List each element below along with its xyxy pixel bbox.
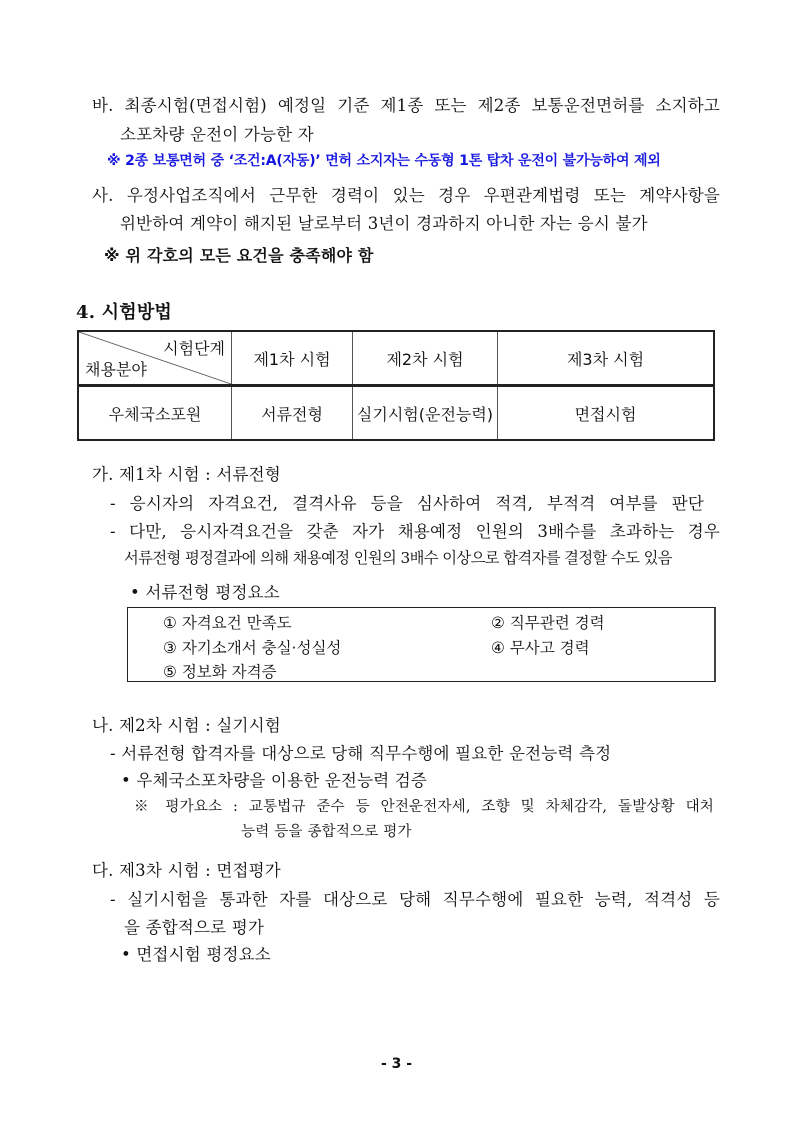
ga-bullet2-line2: 서류전형 평정결과에 의해 채용예정 인원의 3배수 이상으로 합격자를 결정할 수도 있음: [124, 549, 672, 567]
document-eval-criteria-box: [127, 607, 716, 682]
na-sub1: • 우체국소포차량을 이용한 운전능력 검증: [121, 771, 428, 790]
all-requirements-note: ※ 위 각호의 모든 요건을 충족해야 함: [104, 246, 374, 265]
eval-item-4: ④ 무사고 경력: [491, 639, 590, 657]
na-eval-note-line2: 능력 등을 종합적으로 평가: [241, 824, 412, 840]
item-ba-line1: 바. 최종시험(면접시험) 예정일 기준 제1종 또는 제2종 보통운전면허를 소지하고: [92, 96, 720, 115]
eval-item-2: ② 직무관련 경력: [491, 614, 605, 632]
cell-stage-2: 실기시험(운전능력): [353, 386, 498, 441]
section-heading: 4. 시험방법: [76, 302, 173, 323]
ga-bullet2-line1: - 다만, 응시자격요건을 갖춘 자가 채용예정 인원의 3배수를 초과하는 경우: [110, 522, 720, 541]
item-ba-line2: 소포차량 운전이 가능한 자: [120, 125, 314, 144]
table-row: [78, 386, 714, 441]
na-eval-note-line1: ※ 평가요소 : 교통법규 준수 등 안전운전자세, 조향 및 차체감각, 돌발상황 대처: [134, 799, 714, 815]
ga-title: 가. 제1차 시험 : 서류전형: [92, 465, 281, 484]
item-sa-line2: 위반하여 계약이 해지된 날로부터 3년이 경과하지 아니한 자는 응시 불가: [120, 214, 648, 233]
ga-subtitle: • 서류전형 평정요소: [130, 583, 280, 602]
eval-item-3: ③ 자기소개서 충실·성실성: [163, 639, 342, 657]
page-number: - 3 -: [380, 1056, 413, 1072]
na-title: 나. 제2차 시험 : 실기시험: [92, 716, 281, 735]
exam-method-table: [77, 330, 715, 441]
header-stage-2: 제2차 시험: [353, 331, 498, 386]
corner-label-field: 채용분야: [85, 360, 147, 379]
da-bullet1-line1: - 실기시험을 통과한 자를 대상으로 당해 직무수행에 필요한 능력, 적격성 등: [110, 890, 720, 909]
table-header-row: [78, 331, 714, 386]
item-sa-line1: 사. 우정사업조직에서 근무한 경력이 있는 경우 우편관계법령 또는 계약사항을: [92, 186, 720, 205]
da-sub1: • 면접시험 평정요소: [121, 945, 271, 964]
cell-stage-3: 면접시험: [498, 386, 715, 441]
ga-bullet1: - 응시자의 자격요건, 결격사유 등을 심사하여 적격, 부적격 여부를 판단: [110, 494, 704, 513]
eval-item-5: ⑤ 정보화 자격증: [163, 663, 277, 681]
license-condition-note: ※ 2종 보통면허 중 ‘조건:A(자동)’ 면허 소지자는 수동형 1톤 탑차 운전이 불가능하여 제외: [107, 153, 661, 169]
header-stage-1: 제1차 시험: [232, 331, 353, 386]
na-bullet1: - 서류전형 합격자를 대상으로 당해 직무수행에 필요한 운전능력 측정: [110, 744, 612, 763]
da-bullet1-line2: 을 종합적으로 평가: [124, 918, 265, 937]
cell-stage-1: 서류전형: [232, 386, 353, 441]
da-title: 다. 제3차 시험 : 면접평가: [92, 861, 281, 880]
cell-field: 우체국소포원: [78, 386, 232, 441]
eval-item-1: ① 자격요건 만족도: [163, 614, 292, 632]
table-corner-cell: [78, 331, 232, 386]
header-stage-3: 제3차 시험: [498, 331, 715, 386]
corner-label-stage: 시험단계: [163, 339, 225, 358]
